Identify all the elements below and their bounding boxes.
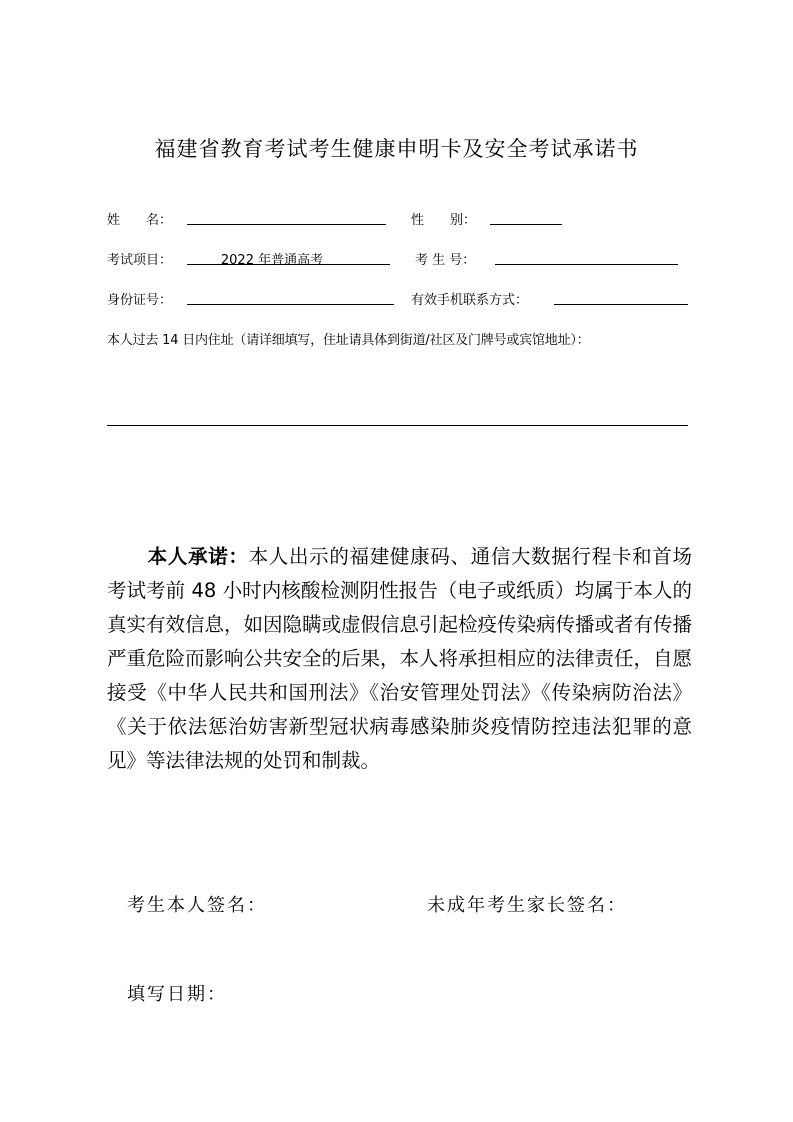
candidate-number-label: 考 生 号： [415, 253, 476, 268]
phone-label: 有效手机联系方式： [411, 293, 529, 308]
name-label: 姓 名： [107, 213, 173, 228]
id-number-field[interactable] [187, 304, 394, 305]
fill-date-label: 填写日期： [127, 984, 227, 1005]
candidate-signature-label: 考生本人签名： [127, 895, 267, 916]
exam-value: 2022 年普通高考 [220, 253, 324, 268]
name-field[interactable] [187, 224, 386, 225]
pledge-body: 本人出示的福建健康码、通信大数据行程卡和首场考试考前 48 小时内核酸检测阴性报告（电子或纸质）均属于本人的真实有效信息，如因隐瞒或虚假信息引起检疫传染病传播或者有传播严重危险而影响公共安全的后果，本人将承担相应的法律责任，自愿接受《中华人民共和国刑法》《治安管理处罚法》《传染病防治法》《关于依法惩治妨害新型冠状病毒感染肺炎疫情防控违法犯罪的意见》等法律法规的处罚和制裁。 [107, 545, 693, 772]
id-number-label: 身份证号： [107, 293, 173, 308]
pledge-paragraph [107, 540, 692, 778]
exam-label: 考试项目： [107, 253, 173, 268]
address-label: 本人过去 14 日内住址（请详细填写，住址请具体到街道/社区及门牌号或宾馆地址）： [107, 333, 590, 348]
gender-label: 性 别： [411, 213, 477, 228]
candidate-number-field[interactable] [495, 264, 678, 265]
pledge-lead: 本人承诺： [147, 545, 249, 568]
gender-field[interactable] [490, 224, 562, 225]
address-field[interactable] [107, 425, 688, 426]
document-title: 福建省教育考试考生健康申明卡及安全考试承诺书 [154, 137, 639, 161]
guardian-signature-label: 未成年考生家长签名： [427, 895, 627, 916]
phone-field[interactable] [554, 304, 688, 305]
